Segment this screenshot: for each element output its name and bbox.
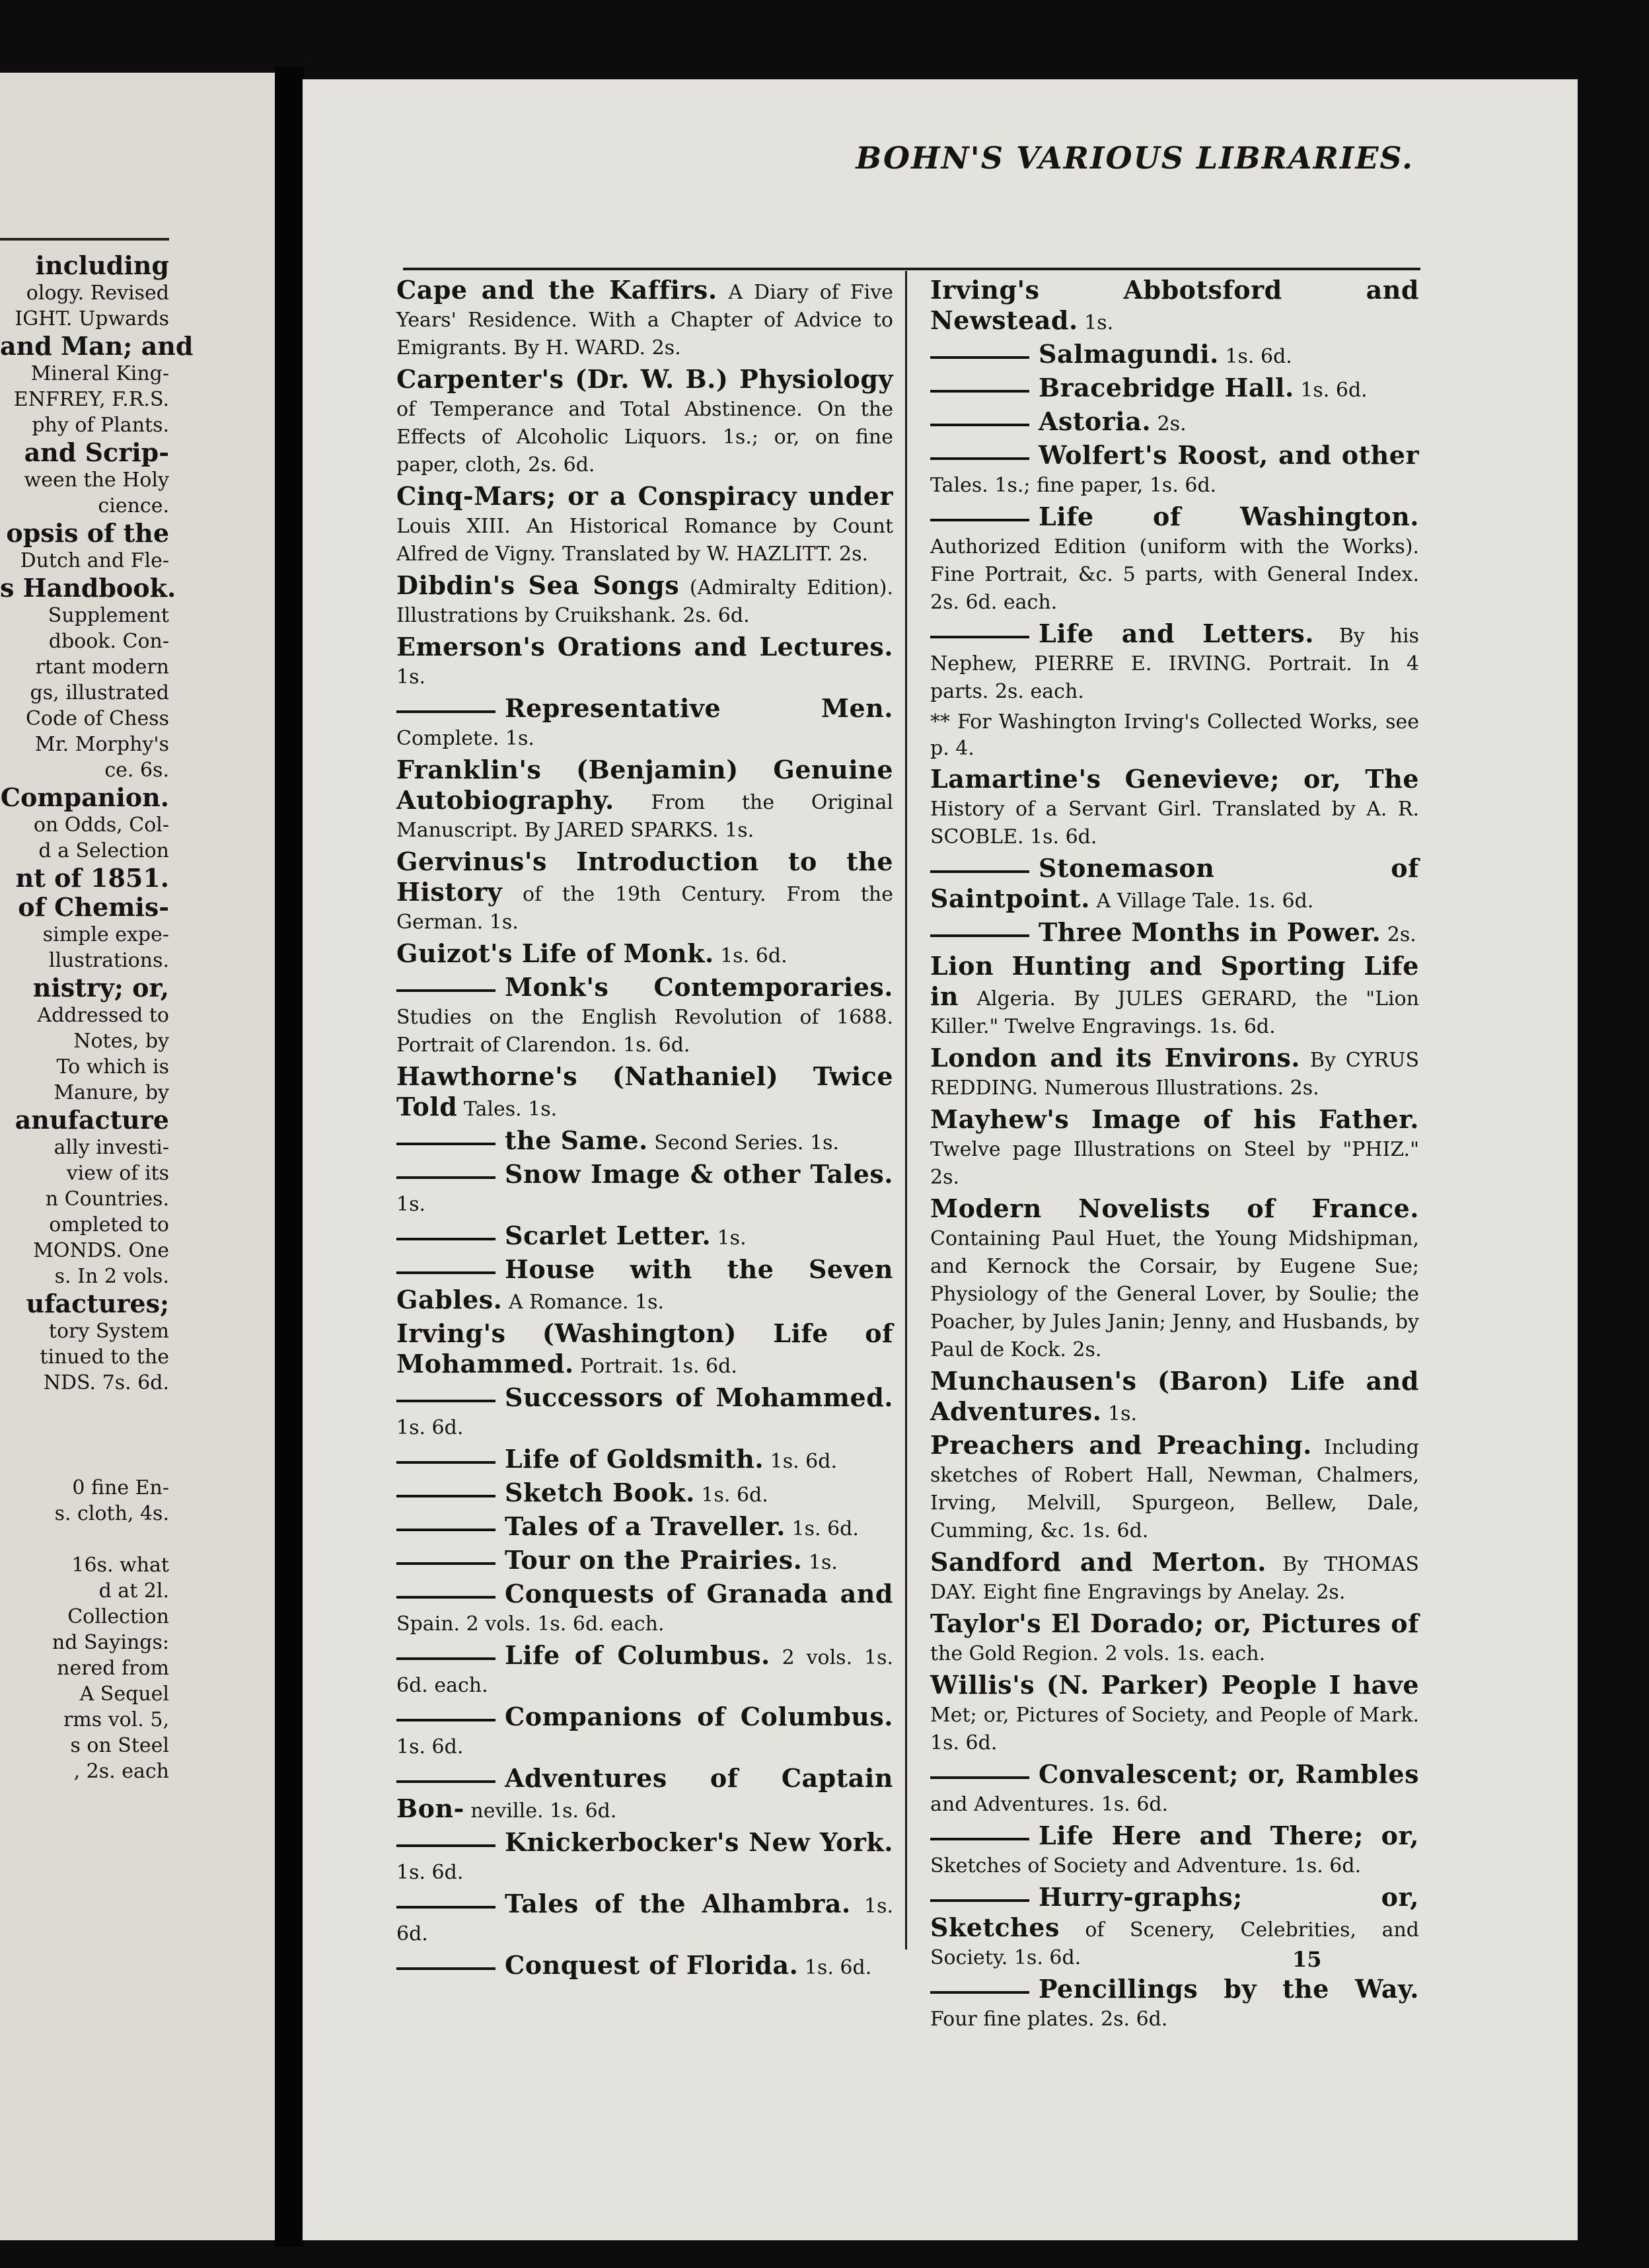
ditto-rule [396,1844,495,1847]
left-page-gap [0,1396,169,1475]
entry-title: Gervinus's Introduction to the History [396,847,893,907]
ditto-rule [396,1238,495,1240]
entry-description: Including sketches of Robert Hall, Newman, Chalmers, Irving, Melvill, Spurgeon, Bellew, Dale, Cumming, &c. 1s. 6d. [930,1436,1419,1542]
entry-description: 1s. 6d. [1218,345,1292,368]
entry-title: Life Here and There; or, [1039,1821,1419,1850]
catalogue-entry [930,765,1419,851]
left-page-fragment: ween the Holy [24,469,169,492]
left-page-fragment: nt of 1851. [15,863,169,893]
entry-title: Sketch Book. [505,1478,695,1507]
left-page-fragment [0,1527,169,1552]
entry-title: Three Months in Power. [1039,917,1381,947]
left-page-fragment: A Sequel [79,1682,169,1706]
left-facing-page [0,73,275,2240]
left-page-fragment: 16s. what [71,1554,169,1577]
left-page-fragment: 0 fine En- [72,1476,169,1499]
entry-description: 1s. 6d. [396,1735,464,1758]
left-page-fragment: Companion. [0,782,169,812]
catalogue-entry [930,1822,1419,1880]
entry-title: Stonemason of Saintpoint. [930,853,1419,913]
entry-description: Sketches of Society and Adventure. 1s. 6d. [930,1854,1362,1877]
left-page-fragment: anufacture [15,1105,169,1135]
entry-description: Studies on the English Revolution of 1688. Portrait of Clarendon. 1s. 6d. [396,1006,893,1057]
left-page-fragment: Dutch and Fle- [20,549,169,572]
catalogue-entry [396,1256,893,1316]
ditto-rule [396,1719,495,1721]
catalogue-entry [396,1384,893,1442]
entry-description: Second Series. 1s. [647,1131,840,1154]
left-page-fragment: tinued to the [40,1345,169,1369]
entry-title: Knickerbocker's New York. [505,1827,893,1857]
entry-title: Life of Columbus. [505,1640,770,1670]
catalogue-entry [930,441,1419,500]
entry-title: Salmagundi. [1039,339,1219,369]
entry-description: Tales. 1s. [457,1098,558,1121]
entry-description: 1s. 6d. [714,944,788,967]
catalogue-entry [396,1127,893,1157]
entry-title: Snow Image & other Tales. [505,1159,893,1189]
entry-description: neville. 1s. 6d. [464,1799,617,1823]
catalogue-entry [396,1829,893,1887]
entry-title: Emerson's Orations and Lectures. [396,632,893,662]
left-page-fragment: ENFREY, F.R.S. [13,388,169,411]
ditto-rule [396,1461,495,1464]
ditto-rule [930,1991,1029,1994]
column-divider [905,271,907,1949]
entry-description: 1s. [802,1551,838,1574]
entry-title: Pencillings by the Way. [1039,1974,1419,2004]
entry-title: Successors of Mohammed. [505,1382,893,1412]
left-page-fragment: Manure, by [54,1081,169,1104]
left-page-fragment: s. cloth, 4s. [54,1502,169,1525]
entry-description: Portrait. 1s. 6d. [573,1355,737,1378]
ditto-rule [930,424,1029,426]
catalogue-entry [396,1445,893,1476]
catalogue-entry [396,1222,893,1252]
entry-description: of Scenery, Celebrities, and Society. 1s. 6d. [930,1918,1419,1969]
ditto-rule [930,356,1029,359]
ditto-rule [930,870,1029,873]
catalogue-entry [930,408,1419,438]
catalogue-entry [396,1703,893,1761]
left-page-fragment: Addressed to [37,1004,169,1027]
entry-title: Scarlet Letter. [505,1221,712,1250]
entry-title: Cape and the Kaffirs. [396,275,717,305]
catalogue-entry [930,1671,1419,1757]
catalogue-entry [930,1610,1419,1668]
entry-description: Louis XIII. An Historical Romance by Count Alfred de Vigny. Translated by W. HAZLITT. 2s. [396,515,893,566]
entry-description: Spain. 2 vols. 1s. 6d. each. [396,1612,665,1636]
left-page-fragment: s on Steel [70,1734,169,1757]
ditto-rule [930,1776,1029,1779]
left-page-fragment: simple expe- [42,923,169,946]
left-page-fragment: and Man; and [0,331,194,361]
left-page-fragment: nd Sayings: [52,1631,169,1654]
entry-description: (Admiralty Edition). Illustrations by Cruikshank. 2s. 6d. [396,576,893,627]
entry-title: Hawthorne's (Nathaniel) Twice Told [396,1061,893,1121]
left-page-fragment: of Chemis- [18,892,169,922]
entry-description: 2s. [1381,923,1416,946]
entry-description: Tales. 1s.; fine paper, 1s. 6d. [930,474,1217,497]
left-page-fragment: , 2s. each [73,1760,169,1783]
entry-title: Bracebridge Hall. [1039,373,1294,402]
left-page-fragment: Mineral King- [30,362,169,385]
left-page-fragment: ufactures; [26,1289,169,1318]
catalogue-entry [930,1367,1419,1428]
entry-description: 1s. 6d. [786,1517,859,1540]
catalogue-entry [930,503,1419,617]
entry-title: Willis's (N. Parker) People I have [930,1670,1419,1700]
entry-description: Met; or, Pictures of Society, and People of Mark. 1s. 6d. [930,1704,1419,1755]
entry-description: 1s. [1078,311,1114,334]
catalogue-entry [930,1975,1419,2033]
entry-title: Irving's Abbotsford and Newstead. [930,275,1419,335]
catalogue-entry [396,1580,893,1638]
entry-description: By THOMAS DAY. Eight fine Engravings by Anelay. 2s. [930,1553,1419,1604]
ditto-rule [396,1176,495,1179]
left-page-fragment: NDS. 7s. 6d. [43,1371,169,1394]
left-page-fragment: including [35,250,169,280]
left-page-fragment: s Handbook. [0,573,176,603]
entry-description: 1s. 6d. [694,1484,768,1507]
catalogue-entry [930,709,1419,762]
entry-description: A Village Tale. 1s. 6d. [1089,889,1314,913]
ditto-rule [930,934,1029,937]
entry-title: Preachers and Preaching. [930,1430,1312,1460]
ditto-rule [396,1780,495,1783]
entry-description: By his Nephew, PIERRE E. IRVING. Portrait. In 4 parts. 2s. each. [930,624,1419,703]
catalogue-entry [396,940,893,970]
catalogue-entry [396,365,893,479]
left-page-fragment: gs, illustrated [30,681,169,704]
entry-description: of Temperance and Total Abstinence. On the Effects of Alcoholic Liquors. 1s.; or, on fine paper, cloth, 2s. 6d. [396,398,893,476]
entry-description: Authorized Edition (uniform with the Works). Fine Portrait, &c. 5 parts, with General Index. 2s. 6d. each. [930,535,1419,614]
left-page-fragment: Supplement [48,604,169,627]
left-page-fragment: d at 2l. [98,1579,169,1603]
left-page-fragment: phy of Plants. [32,414,169,437]
entry-title: House with the Seven Gables. [396,1254,893,1314]
left-page-fragment: MONDS. One [33,1239,169,1262]
entry-title: Guizot's Life of Monk. [396,938,714,968]
ditto-rule [396,1906,495,1909]
catalogue-entry [930,1106,1419,1191]
left-page-fragment: rtant modern [35,656,169,679]
catalogue-entry [930,919,1419,949]
ditto-rule [396,989,495,992]
catalogue-entry [396,973,893,1059]
entry-description: By CYRUS REDDING. Numerous Illustrations. 2s. [930,1049,1420,1100]
left-page-rule [0,238,169,241]
left-page-fragment: s. In 2 vols. [54,1265,169,1288]
left-page-fragment: To which is [56,1055,169,1078]
entry-title: the Same. [505,1125,648,1155]
ditto-rule [930,457,1029,460]
catalogue-entry [396,572,893,630]
entry-title: Conquests of Granada and [505,1579,893,1608]
ditto-rule [930,519,1029,521]
entry-title: Lion Hunting and Sporting Life in [930,951,1419,1011]
entry-title: Irving's (Washington) Life of Mohammed. [396,1318,893,1379]
catalogue-entry [396,1513,893,1543]
left-page-fragment: d a Selection [38,839,169,862]
ditto-rule [396,1143,495,1145]
catalogue-entry [396,695,893,753]
entry-description: of the 19th Century. From the German. 1s. [396,883,893,934]
entry-description: 2 vols. 1s. 6d. each. [396,1646,894,1697]
entry-description: Four fine plates. 2s. 6d. [930,2008,1168,2031]
left-page-fragment: Collection [67,1605,169,1628]
entry-title: Wolfert's Roost, and other [1039,440,1419,470]
entry-description: 1s. 6d. [396,1895,894,1946]
left-page-fragment: view of its [66,1162,169,1185]
entry-title: Sandford and Merton. [930,1547,1267,1577]
entry-description: 1s. 6d. [764,1450,838,1473]
entry-description: 1s. 6d. [396,1416,464,1439]
catalogue-entry [396,1764,893,1825]
left-page-fragment: rms vol. 5, [63,1708,169,1731]
ditto-rule [396,1495,495,1497]
left-page-fragment: Notes, by [73,1030,169,1053]
entry-title: London and its Environs. [930,1043,1300,1073]
entry-title: Life and Letters. [1039,619,1314,648]
catalogue-entry [396,633,893,691]
ditto-rule [396,1400,495,1402]
entry-description: ** For Washington Irving's Collected Works, see p. 4. [930,710,1419,760]
entry-title: Life of Goldsmith. [505,1444,764,1474]
catalogue-entry [930,276,1419,337]
entry-title: Life of Washington. [1039,502,1419,531]
left-page-fragment: llustrations. [48,949,169,972]
entry-title: Taylor's El Dorado; or, Pictures of [930,1608,1419,1638]
catalogue-entry [930,854,1419,915]
ditto-rule [396,710,495,713]
left-page-text-fragments [0,250,194,1784]
entry-description: A Romance. 1s. [502,1291,665,1314]
entry-title: Munchausen's (Baron) Life and Adventures. [930,1366,1419,1426]
entry-description: 1s. 6d. [1294,379,1368,402]
page-number: 15 [1292,1947,1322,1972]
entry-description: Algeria. By JULES GERARD, the "Lion Killer." Twelve Engravings. 1s. 6d. [930,987,1419,1038]
left-page-fragment: ally investi- [54,1136,169,1159]
entry-title: Companions of Columbus. [505,1702,893,1731]
catalogue-entry [396,1160,893,1219]
ditto-rule [396,1657,495,1660]
catalogue-entry [396,848,893,936]
entry-title: Monk's Contemporaries. [505,972,893,1002]
left-page-fragment: ology. Revised [26,282,169,305]
left-page-fragment: ompleted to [49,1213,169,1236]
catalogue-entry [396,1479,893,1509]
left-page-fragment: nistry; or, [32,973,169,1002]
ditto-rule [396,1529,495,1531]
entry-title: Tour on the Prairies. [505,1545,803,1575]
catalogue-entry [396,1642,893,1700]
entry-description: 1s. [396,1193,426,1216]
left-page-fragment: dbook. Con- [48,630,169,653]
catalogue-entry [396,482,893,568]
left-page-fragment: Mr. Morphy's [34,733,169,756]
entry-title: Hurry-graphs; or, Sketches [930,1882,1419,1942]
entry-description: 1s. 6d. [798,1956,872,1979]
entry-description: 1s. 6d. [396,1861,464,1884]
left-page-fragment: ce. 6s. [104,759,169,782]
catalogue-entry [930,1760,1419,1819]
entry-title: Mayhew's Image of his Father. [930,1104,1419,1134]
entry-description: Complete. 1s. [396,727,534,750]
entry-title: Carpenter's (Dr. W. B.) Physiology [396,364,893,394]
ditto-rule [930,390,1029,393]
left-page-fragment: cience. [98,494,169,517]
catalogue-column-left [396,276,893,1985]
entry-description: 1s. [396,665,426,689]
entry-description: A Diary of Five Years' Residence. With a Chapter of Advice to Emigrants. By H. WARD. 2s. [396,281,893,359]
header-rule [403,268,1420,270]
catalogue-entry [930,952,1419,1041]
left-page-fragment: opsis of the [6,518,169,548]
ditto-rule [396,1562,495,1565]
entry-title: Modern Novelists of France. [930,1193,1419,1223]
entry-title: Representative Men. [505,693,893,723]
running-header: BOHN'S VARIOUS LIBRARIES. [856,140,1414,176]
catalogue-entry [930,340,1419,371]
entry-title: Dibdin's Sea Songs [396,570,680,600]
ditto-rule [396,1596,495,1599]
entry-description: From the Original Manuscript. By JARED SPARKS. 1s. [396,791,893,842]
catalogue-entry [396,1063,893,1123]
entry-title: Astoria. [1039,406,1152,436]
catalogue-entry [396,756,893,845]
catalogue-entry [396,276,893,362]
catalogue-entry [930,1195,1419,1364]
catalogue-entry [930,1044,1419,1102]
left-page-fragment: IGHT. Upwards [15,307,169,330]
catalogue-entry [930,1431,1419,1545]
catalogue-entry [396,1890,893,1948]
entry-description: and Adventures. 1s. 6d. [930,1793,1169,1816]
left-page-fragment: and Scrip- [24,437,169,467]
entry-title: Adventures of Captain Bon- [396,1763,893,1823]
ditto-rule [930,1838,1029,1840]
left-page-fragment: nered from [57,1657,169,1680]
entry-title: Tales of the Alhambra. [505,1889,851,1918]
book-gutter [275,66,304,2247]
entry-description: 2s. [1151,412,1187,435]
catalogue-entry [396,1951,893,1982]
entry-description: Containing Paul Huet, the Young Midshipman, and Kernock the Corsair, by Eugene Sue; Physiology of the General Lover, by Soulie; the Poacher, by Jules Janin; Jenny, and Husbands, by Paul de Kock. 2s. [930,1227,1419,1361]
ditto-rule [396,1967,495,1970]
left-page-fragment: tory System [48,1320,169,1343]
entry-title: Franklin's (Benjamin) Genuine Autobiography. [396,755,893,815]
catalogue-entry [930,374,1419,404]
right-edge [1578,79,1649,2260]
entry-description: the Gold Region. 2 vols. 1s. each. [930,1642,1266,1665]
ditto-rule [930,1899,1029,1902]
entry-title: Cinq-Mars; or a Conspiracy under [396,481,893,511]
entry-title: Lamartine's Genevieve; or, The [930,764,1419,794]
catalogue-entry [930,1548,1419,1606]
entry-description: History of a Servant Girl. Translated by A. R. SCOBLE. 1s. 6d. [930,798,1419,849]
entry-description: 1s. [1101,1402,1138,1425]
left-page-fragment: n Countries. [45,1188,169,1211]
catalogue-entry [930,1883,1419,1972]
left-page-fragment: Code of Chess [25,707,169,730]
ditto-rule [396,1271,495,1274]
catalogue-column-right [930,276,1419,2037]
catalogue-entry [396,1546,893,1577]
entry-title: Tales of a Traveller. [505,1511,786,1541]
entry-title: Conquest of Florida. [505,1950,799,1980]
catalogue-entry [930,620,1419,706]
entry-title: Convalescent; or, Rambles [1039,1759,1419,1789]
catalogue-entry [396,1320,893,1380]
entry-description: 1s. [711,1227,747,1250]
entry-description: Twelve page Illustrations on Steel by "PHIZ." 2s. [930,1138,1419,1189]
ditto-rule [930,636,1029,638]
left-page-fragment: on Odds, Col- [33,813,169,837]
